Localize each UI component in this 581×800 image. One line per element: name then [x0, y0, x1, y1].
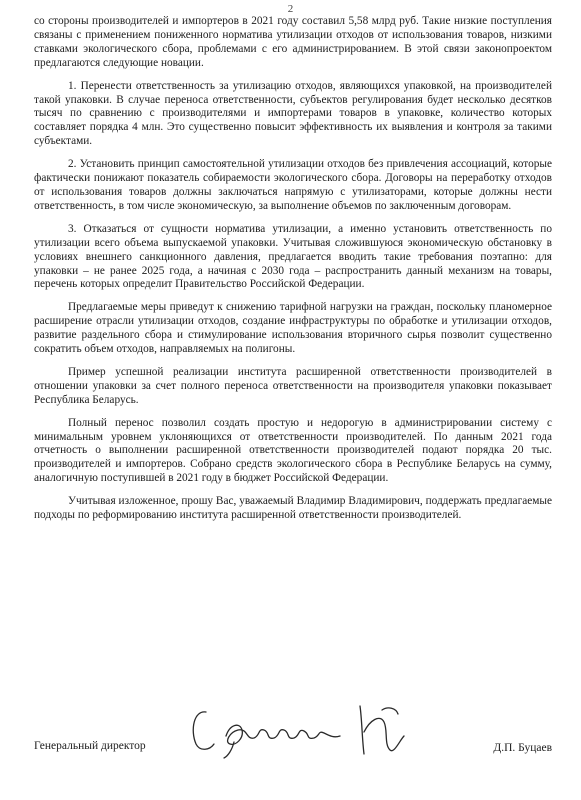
- signature-block: [34, 700, 552, 770]
- position-title: Генеральный директор: [34, 740, 146, 752]
- paragraph-intro-continuation: со стороны производителей и импортеров в 2021 году составил 5,58 млрд руб. Такие низкие поступления связаны с применением пониженного норматива утилизации отходов от использования товаров, низкими ставками экологического сбора, проблемами с его администрированием. В этой связи законопроектом предлагаются следующие новации.: [34, 15, 552, 69]
- paragraph-example: Пример успешной реализации института расширенной ответственности производителей в отношении упаковки за счет полного переноса ответственности на производителя упаковки показывает Республика Беларусь.: [34, 365, 552, 406]
- paragraph-measures: Предлагаемые меры приведут к снижению тарифной нагрузки на граждан, поскольку планомерное расширение отрасли утилизации отходов, создание инфраструктуры по обработке и утилизации отходов, развитие раздельного сбора и стимулирование использования вторичного сырья позволит существенно сократить объем отходов, направляемых на полигоны.: [34, 301, 552, 356]
- signatory-name: Д.П. Буцаев: [493, 742, 552, 754]
- paragraph-proposal-1: 1. Перенести ответственность за утилизацию отходов, являющихся упаковкой, на производителей такой упаковки. В случае переноса ответственности, субъектов регулирования будет несколько десятков тысяч по сравнению с производителями и импортерами товаров в упаковке, количество которых составляет порядка 4 млн. Это существенно повысит эффективность их выявления и контроля за такими субъектами.: [34, 79, 552, 148]
- handwritten-signature: [184, 700, 444, 760]
- letter-body: [34, 15, 552, 532]
- paragraph-proposal-2: 2. Установить принцип самостоятельной утилизации отходов без привлечения ассоциаций, которые фактически понижают показатель собираемости экологического сбора. Договоры на переработку отходов от использования товаров должны заключаться напрямую с утилизаторами, которые должны нести ответственность, в том числе экономическую, за выполнение объемов по заключенным договорам.: [34, 158, 552, 212]
- paragraph-proposal-3: 3. Отказаться от сущности норматива утилизации, а именно установить ответственность по утилизации всего объема выпускаемой упаковки. Учитывая сложившуюся экономическую обстановку в условиях внешнего санкционного давления, предлагается вводить такие требования поэтапно: для упаковки – не ранее 2025 года, а начиная с 2030 года – распространить данный механизм на товары, перечень которых определит Правительство Российской Федерации.: [34, 222, 552, 291]
- paragraph-belarus-details: Полный перенос позволил создать простую и недорогую в администрировании систему с минимальным уровнем уклоняющихся от ответственности производителей. По данным 2021 года отчетность о выполнении расширенной ответственности производителей подают порядка 20 тыс. производителей и импортеров. Собрано средств экологического сбора в Республике Беларусь на сумму, аналогичную поступившей в 2021 году в бюджет Российской Федерации.: [34, 416, 552, 485]
- paragraph-request: Учитывая изложенное, прошу Вас, уважаемый Владимир Владимирович, поддержать предлагаемые подходы по реформированию института расширенной ответственности производителей.: [34, 495, 552, 522]
- page-number: 2: [287, 3, 294, 15]
